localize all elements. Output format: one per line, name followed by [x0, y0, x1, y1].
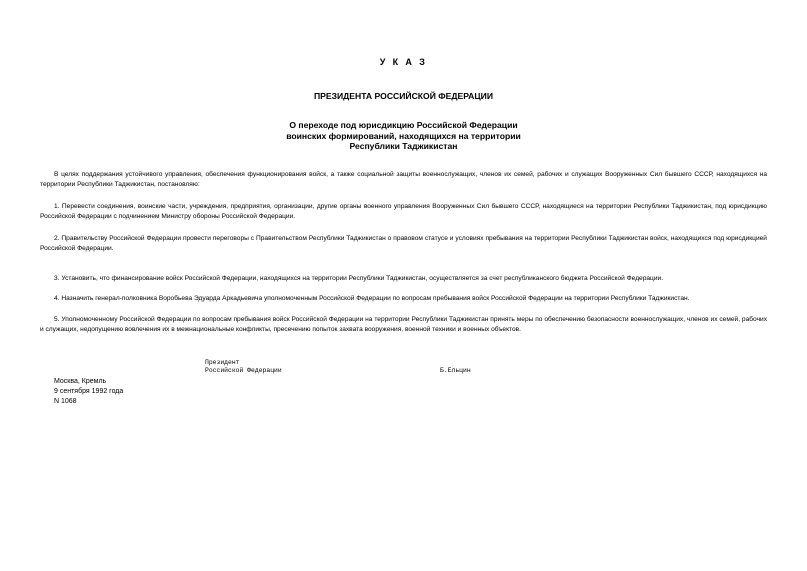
signature-position-line2: Российской Федерации: [205, 367, 282, 374]
document-number: N 1068: [54, 398, 77, 405]
clause-1-paragraph: 1. Перевести соединения, воинские части, учреждения, предприятия, организации, другие органы военного управления Вооруженных Сил бывшего СССР, находящиеся на территории Республики Таджикистан, под юрисдикцию Российской Федерации с подчинением Министру обороны Российской Федерации.: [40, 203, 767, 220]
clause-5-paragraph: 5. Уполномоченному Российской Федерации по вопросам пребывания войск Российской Федерации на территории Республики Таджикистан принять меры по обеспечению безопасности военнослужащих, членов их семей, рабочих и служащих, недопущению вовлечения их в межнациональные конфликты, пресечению попыток захвата вооружения, военной техники и военных объектов.: [40, 316, 767, 333]
document-issuer: ПРЕЗИДЕНТА РОССИЙСКОЙ ФЕДЕРАЦИИ: [313, 91, 494, 101]
signing-date: 9 сентября 1992 года: [54, 388, 124, 395]
signing-place: Москва, Кремль: [54, 378, 107, 385]
clause-2-paragraph: 2. Правительству Российской Федерации провести переговоры с Правительством Республики Таджикистан о правовом статусе и условиях пребывания на территории Республики Таджикистан войск, находящихся под юрисдикцией Российской Федерации.: [40, 235, 767, 252]
signature-position-line1: Президент: [205, 359, 240, 366]
subject-line: воинских формирований, находящихся на территории: [286, 130, 521, 141]
preamble-paragraph: В целях поддержания устойчивого управления, обеспечения функционирования войск, а также социальной защиты военнослужащих, членов их семей, рабочих и служащих Вооруженных Сил бывшего СССР, находящихся на территории Республики Таджикистан, постановляю:: [40, 171, 767, 188]
clause-4-paragraph: 4. Назначить генерал-полковника Воробьева Эдуарда Аркадьевича уполномоченным Российской Федерации по вопросам пребывания войск Российской Федерации на территории Республики Таджикистан.: [54, 295, 690, 302]
signature-name: Б.Ельцин: [440, 367, 471, 374]
clause-3-paragraph: 3. Установить, что финансирование войск Российской Федерации, находящихся на территории Республики Таджикистан, осуществляется за счет республиканского бюджета Российской Федерации.: [54, 275, 664, 282]
document-heading: У К А З: [379, 57, 428, 67]
subject-line: Республики Таджикистан: [349, 141, 458, 151]
subject-line: О переходе под юрисдикцию Российской Федерации: [289, 120, 518, 130]
document-subject: [0, 120, 807, 152]
